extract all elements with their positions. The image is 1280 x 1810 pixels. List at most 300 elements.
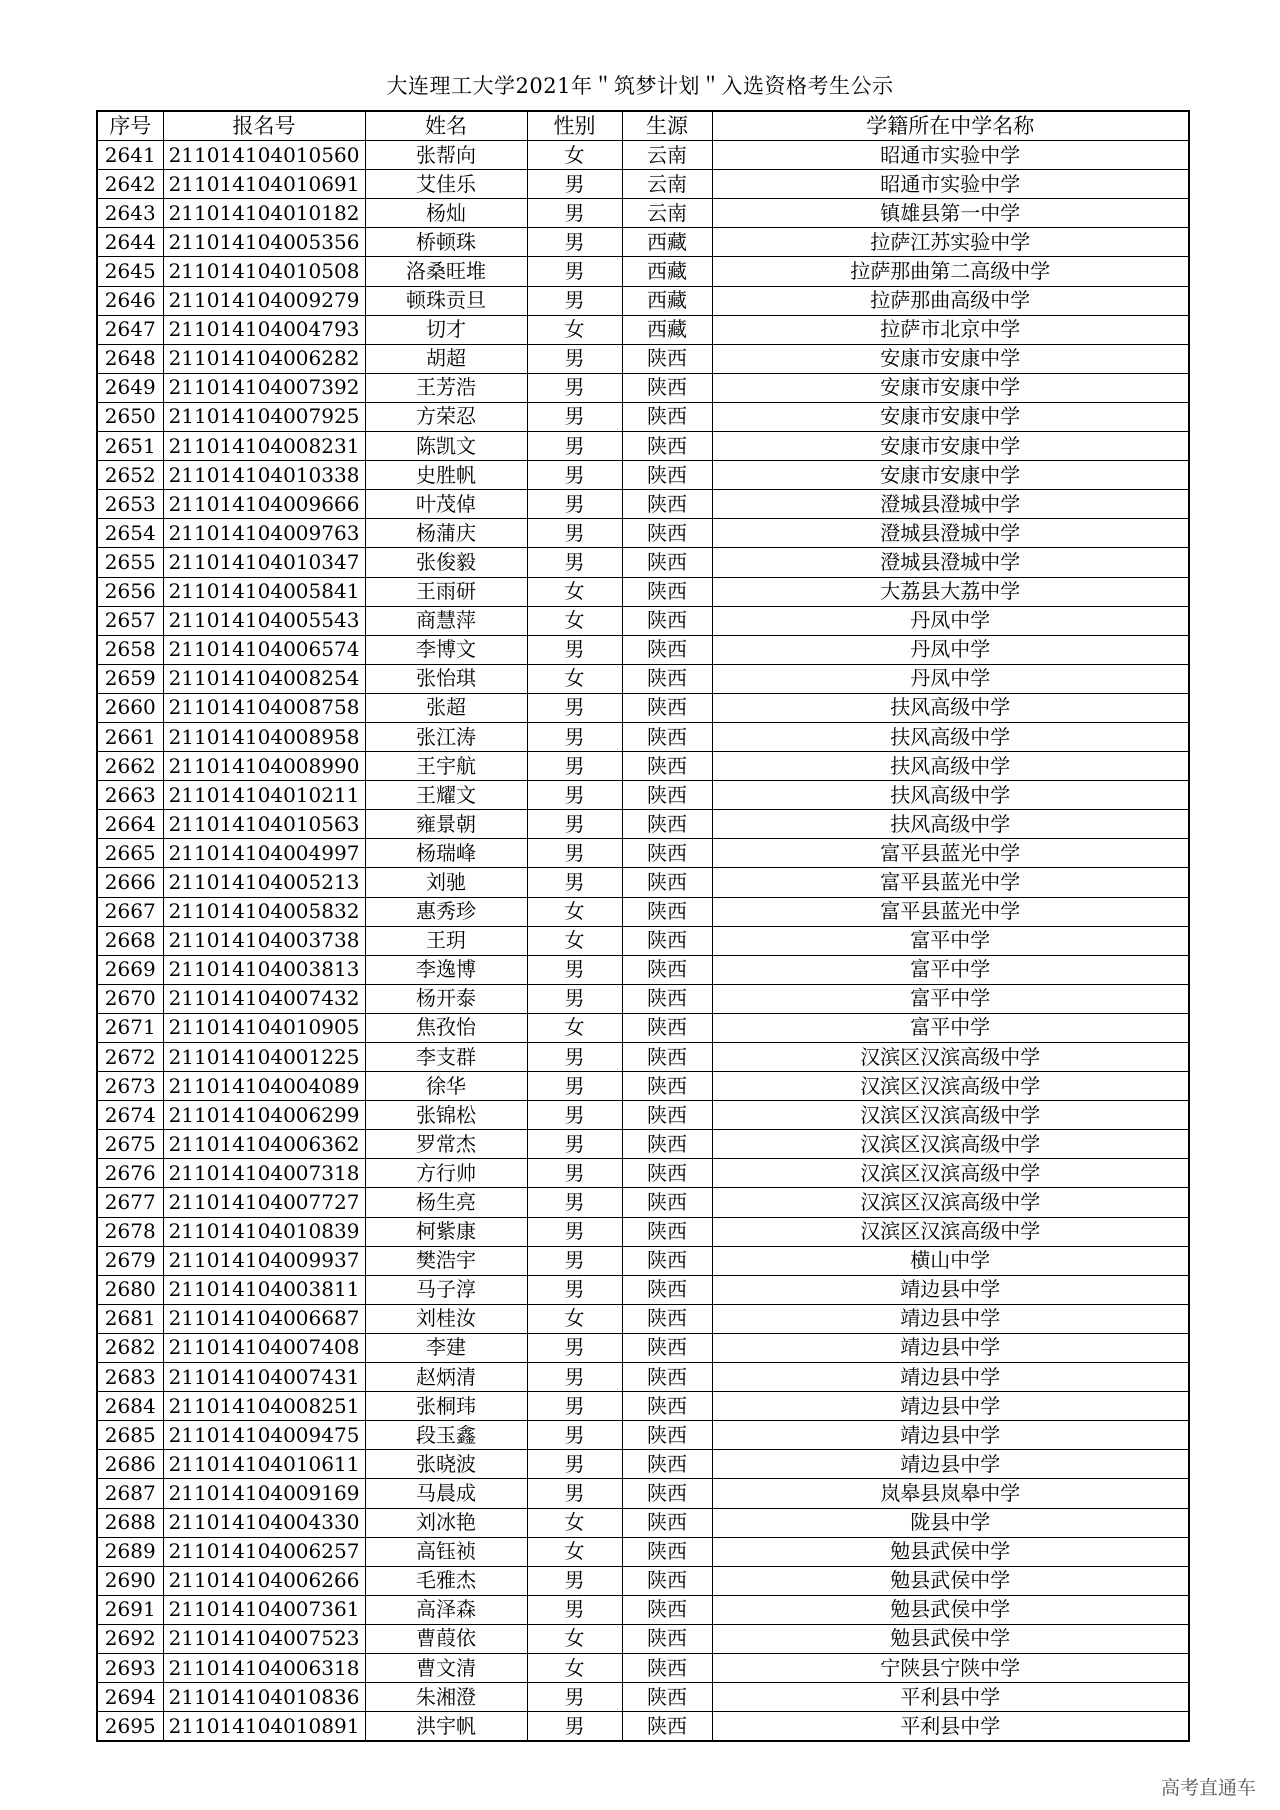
cell-gender: 女 <box>527 1537 622 1566</box>
cell-province: 陕西 <box>622 1043 712 1072</box>
cell-registration-number: 211014104006318 <box>163 1653 365 1682</box>
cell-school: 澄城县澄城中学 <box>712 548 1189 577</box>
cell-registration-number: 211014104010891 <box>163 1712 365 1742</box>
table-row <box>97 1072 1189 1101</box>
cell-index: 2694 <box>97 1683 163 1712</box>
table-body <box>97 141 1189 1742</box>
cell-school: 勉县武侯中学 <box>712 1566 1189 1595</box>
cell-province: 陕西 <box>622 722 712 751</box>
cell-province: 陕西 <box>622 1508 712 1537</box>
cell-gender: 男 <box>527 402 622 431</box>
cell-province: 陕西 <box>622 1333 712 1362</box>
cell-name: 史胜帆 <box>365 461 527 490</box>
cell-index: 2663 <box>97 781 163 810</box>
cell-name: 赵炳清 <box>365 1363 527 1392</box>
cell-registration-number: 211014104007431 <box>163 1363 365 1392</box>
table-row <box>97 257 1189 286</box>
cell-name: 张江涛 <box>365 722 527 751</box>
cell-index: 2652 <box>97 461 163 490</box>
table-row <box>97 1566 1189 1595</box>
cell-school: 勉县武侯中学 <box>712 1537 1189 1566</box>
cell-province: 陕西 <box>622 664 712 693</box>
cell-province: 陕西 <box>622 984 712 1013</box>
table-row <box>97 1479 1189 1508</box>
cell-name: 张晓波 <box>365 1450 527 1479</box>
cell-school: 汉滨区汉滨高级中学 <box>712 1217 1189 1246</box>
table-row <box>97 664 1189 693</box>
cell-index: 2655 <box>97 548 163 577</box>
cell-gender: 男 <box>527 1072 622 1101</box>
cell-registration-number: 211014104008758 <box>163 693 365 722</box>
cell-province: 陕西 <box>622 461 712 490</box>
cell-name: 杨生亮 <box>365 1188 527 1217</box>
table-row <box>97 170 1189 199</box>
cell-gender: 男 <box>527 1333 622 1362</box>
cell-name: 杨灿 <box>365 199 527 228</box>
table-row <box>97 1333 1189 1362</box>
cell-registration-number: 211014104010560 <box>163 141 365 170</box>
cell-registration-number: 211014104010611 <box>163 1450 365 1479</box>
cell-province: 陕西 <box>622 373 712 402</box>
table-row <box>97 868 1189 897</box>
cell-index: 2644 <box>97 228 163 257</box>
cell-province: 陕西 <box>622 926 712 955</box>
cell-gender: 女 <box>527 1304 622 1333</box>
cell-index: 2674 <box>97 1101 163 1130</box>
cell-registration-number: 211014104005213 <box>163 868 365 897</box>
cell-registration-number: 211014104001225 <box>163 1043 365 1072</box>
cell-index: 2641 <box>97 141 163 170</box>
cell-index: 2689 <box>97 1537 163 1566</box>
header-col-registration-number: 报名号 <box>163 111 365 141</box>
cell-index: 2660 <box>97 693 163 722</box>
cell-registration-number: 211014104009666 <box>163 490 365 519</box>
table-row <box>97 548 1189 577</box>
table-row <box>97 606 1189 635</box>
table-row <box>97 722 1189 751</box>
table-row <box>97 461 1189 490</box>
cell-school: 拉萨那曲第二高级中学 <box>712 257 1189 286</box>
cell-index: 2649 <box>97 373 163 402</box>
cell-registration-number: 211014104008958 <box>163 722 365 751</box>
cell-school: 汉滨区汉滨高级中学 <box>712 1159 1189 1188</box>
cell-province: 陕西 <box>622 955 712 984</box>
cell-index: 2673 <box>97 1072 163 1101</box>
cell-province: 陕西 <box>622 344 712 373</box>
cell-index: 2693 <box>97 1653 163 1682</box>
cell-index: 2647 <box>97 315 163 344</box>
cell-province: 陕西 <box>622 810 712 839</box>
cell-gender: 女 <box>527 897 622 926</box>
cell-gender: 男 <box>527 1188 622 1217</box>
cell-registration-number: 211014104003813 <box>163 955 365 984</box>
cell-gender: 男 <box>527 868 622 897</box>
table-row <box>97 1130 1189 1159</box>
cell-school: 丹凤中学 <box>712 635 1189 664</box>
cell-gender: 男 <box>527 257 622 286</box>
cell-index: 2680 <box>97 1275 163 1304</box>
cell-index: 2679 <box>97 1246 163 1275</box>
cell-name: 方行帅 <box>365 1159 527 1188</box>
table-row <box>97 810 1189 839</box>
cell-name: 杨蒲庆 <box>365 519 527 548</box>
header-col-province: 生源 <box>622 111 712 141</box>
cell-gender: 男 <box>527 1217 622 1246</box>
cell-registration-number: 211014104003811 <box>163 1275 365 1304</box>
cell-gender: 男 <box>527 1363 622 1392</box>
candidate-table <box>96 110 1190 1742</box>
cell-school: 富平中学 <box>712 955 1189 984</box>
cell-school: 富平县蓝光中学 <box>712 839 1189 868</box>
cell-province: 云南 <box>622 170 712 199</box>
cell-province: 陕西 <box>622 1188 712 1217</box>
cell-index: 2671 <box>97 1013 163 1042</box>
cell-gender: 男 <box>527 344 622 373</box>
cell-gender: 男 <box>527 1683 622 1712</box>
cell-name: 张俊毅 <box>365 548 527 577</box>
table-row <box>97 286 1189 315</box>
cell-school: 安康市安康中学 <box>712 432 1189 461</box>
cell-province: 陕西 <box>622 1624 712 1653</box>
table-row <box>97 752 1189 781</box>
cell-registration-number: 211014104009169 <box>163 1479 365 1508</box>
cell-gender: 男 <box>527 752 622 781</box>
cell-school: 拉萨市北京中学 <box>712 315 1189 344</box>
table-row <box>97 315 1189 344</box>
cell-gender: 女 <box>527 1508 622 1537</box>
cell-registration-number: 211014104004997 <box>163 839 365 868</box>
cell-name: 陈凯文 <box>365 432 527 461</box>
cell-registration-number: 211014104007408 <box>163 1333 365 1362</box>
cell-registration-number: 211014104010836 <box>163 1683 365 1712</box>
cell-index: 2648 <box>97 344 163 373</box>
cell-gender: 男 <box>527 373 622 402</box>
table-row <box>97 228 1189 257</box>
cell-registration-number: 211014104006362 <box>163 1130 365 1159</box>
table-row <box>97 693 1189 722</box>
cell-province: 西藏 <box>622 315 712 344</box>
cell-index: 2643 <box>97 199 163 228</box>
cell-gender: 男 <box>527 432 622 461</box>
cell-gender: 男 <box>527 1595 622 1624</box>
cell-school: 大荔县大荔中学 <box>712 577 1189 606</box>
cell-school: 丹凤中学 <box>712 606 1189 635</box>
cell-province: 西藏 <box>622 257 712 286</box>
cell-registration-number: 211014104006282 <box>163 344 365 373</box>
cell-name: 惠秀珍 <box>365 897 527 926</box>
table-row <box>97 402 1189 431</box>
cell-school: 安康市安康中学 <box>712 402 1189 431</box>
cell-province: 陕西 <box>622 577 712 606</box>
cell-school: 富平中学 <box>712 984 1189 1013</box>
cell-province: 陕西 <box>622 1595 712 1624</box>
cell-name: 艾佳乐 <box>365 170 527 199</box>
cell-registration-number: 211014104009937 <box>163 1246 365 1275</box>
cell-province: 陕西 <box>622 1537 712 1566</box>
table-row <box>97 1450 1189 1479</box>
cell-gender: 男 <box>527 519 622 548</box>
cell-name: 雍景朝 <box>365 810 527 839</box>
cell-index: 2642 <box>97 170 163 199</box>
cell-gender: 男 <box>527 1130 622 1159</box>
table-row <box>97 1188 1189 1217</box>
cell-registration-number: 211014104005832 <box>163 897 365 926</box>
cell-registration-number: 211014104010347 <box>163 548 365 577</box>
watermark-text: 高考直通车 <box>1160 1777 1256 1799</box>
cell-province: 陕西 <box>622 1013 712 1042</box>
cell-gender: 男 <box>527 810 622 839</box>
table-row <box>97 1304 1189 1333</box>
table-row <box>97 344 1189 373</box>
table-row <box>97 519 1189 548</box>
cell-province: 陕西 <box>622 1566 712 1595</box>
cell-index: 2646 <box>97 286 163 315</box>
cell-name: 张锦松 <box>365 1101 527 1130</box>
table-row <box>97 373 1189 402</box>
cell-gender: 女 <box>527 926 622 955</box>
cell-school: 靖边县中学 <box>712 1304 1189 1333</box>
table-row <box>97 1712 1189 1742</box>
cell-name: 曹文清 <box>365 1653 527 1682</box>
cell-province: 陕西 <box>622 1217 712 1246</box>
cell-school: 汉滨区汉滨高级中学 <box>712 1101 1189 1130</box>
cell-index: 2653 <box>97 490 163 519</box>
cell-registration-number: 211014104006257 <box>163 1537 365 1566</box>
cell-name: 王芳浩 <box>365 373 527 402</box>
cell-gender: 女 <box>527 1624 622 1653</box>
cell-gender: 男 <box>527 170 622 199</box>
cell-gender: 男 <box>527 286 622 315</box>
table-row <box>97 1246 1189 1275</box>
cell-name: 李博文 <box>365 635 527 664</box>
cell-school: 汉滨区汉滨高级中学 <box>712 1130 1189 1159</box>
cell-index: 2682 <box>97 1333 163 1362</box>
cell-gender: 男 <box>527 781 622 810</box>
header-row <box>97 111 1189 141</box>
cell-school: 安康市安康中学 <box>712 461 1189 490</box>
cell-name: 焦孜怡 <box>365 1013 527 1042</box>
cell-name: 张怡琪 <box>365 664 527 693</box>
cell-index: 2687 <box>97 1479 163 1508</box>
cell-registration-number: 211014104006299 <box>163 1101 365 1130</box>
cell-name: 胡超 <box>365 344 527 373</box>
table-row <box>97 897 1189 926</box>
cell-school: 平利县中学 <box>712 1712 1189 1742</box>
cell-name: 朱湘澄 <box>365 1683 527 1712</box>
cell-school: 扶风高级中学 <box>712 810 1189 839</box>
cell-gender: 男 <box>527 461 622 490</box>
cell-province: 云南 <box>622 199 712 228</box>
cell-registration-number: 211014104010905 <box>163 1013 365 1042</box>
cell-registration-number: 211014104005543 <box>163 606 365 635</box>
cell-registration-number: 211014104009279 <box>163 286 365 315</box>
cell-gender: 男 <box>527 1101 622 1130</box>
cell-province: 陕西 <box>622 1683 712 1712</box>
cell-index: 2651 <box>97 432 163 461</box>
cell-gender: 男 <box>527 693 622 722</box>
cell-province: 陕西 <box>622 1479 712 1508</box>
cell-index: 2681 <box>97 1304 163 1333</box>
cell-name: 高泽森 <box>365 1595 527 1624</box>
cell-school: 汉滨区汉滨高级中学 <box>712 1188 1189 1217</box>
cell-index: 2676 <box>97 1159 163 1188</box>
cell-registration-number: 211014104006574 <box>163 635 365 664</box>
cell-name: 顿珠贡旦 <box>365 286 527 315</box>
cell-index: 2668 <box>97 926 163 955</box>
cell-index: 2678 <box>97 1217 163 1246</box>
cell-index: 2659 <box>97 664 163 693</box>
cell-province: 陕西 <box>622 1159 712 1188</box>
cell-gender: 男 <box>527 1712 622 1742</box>
cell-province: 陕西 <box>622 1450 712 1479</box>
cell-registration-number: 211014104008990 <box>163 752 365 781</box>
cell-province: 陕西 <box>622 402 712 431</box>
cell-school: 平利县中学 <box>712 1683 1189 1712</box>
table-row <box>97 955 1189 984</box>
cell-registration-number: 211014104009763 <box>163 519 365 548</box>
cell-school: 靖边县中学 <box>712 1392 1189 1421</box>
cell-index: 2664 <box>97 810 163 839</box>
cell-index: 2665 <box>97 839 163 868</box>
table-row <box>97 839 1189 868</box>
cell-gender: 男 <box>527 1275 622 1304</box>
cell-school: 勉县武侯中学 <box>712 1624 1189 1653</box>
cell-index: 2657 <box>97 606 163 635</box>
table-row <box>97 1363 1189 1392</box>
cell-school: 拉萨江苏实验中学 <box>712 228 1189 257</box>
cell-province: 云南 <box>622 141 712 170</box>
cell-name: 柯紫康 <box>365 1217 527 1246</box>
cell-name: 王玥 <box>365 926 527 955</box>
table-row <box>97 1043 1189 1072</box>
cell-province: 陕西 <box>622 1304 712 1333</box>
header-col-name: 姓名 <box>365 111 527 141</box>
cell-school: 安康市安康中学 <box>712 373 1189 402</box>
cell-registration-number: 211014104009475 <box>163 1421 365 1450</box>
cell-index: 2692 <box>97 1624 163 1653</box>
cell-index: 2677 <box>97 1188 163 1217</box>
cell-name: 刘桂汝 <box>365 1304 527 1333</box>
cell-school: 富平县蓝光中学 <box>712 868 1189 897</box>
cell-province: 陕西 <box>622 548 712 577</box>
cell-province: 陕西 <box>622 693 712 722</box>
cell-index: 2662 <box>97 752 163 781</box>
cell-gender: 男 <box>527 1566 622 1595</box>
cell-name: 马晨成 <box>365 1479 527 1508</box>
cell-name: 段玉鑫 <box>365 1421 527 1450</box>
cell-school: 扶风高级中学 <box>712 722 1189 751</box>
cell-province: 陕西 <box>622 606 712 635</box>
cell-province: 陕西 <box>622 1072 712 1101</box>
cell-school: 澄城县澄城中学 <box>712 519 1189 548</box>
cell-index: 2690 <box>97 1566 163 1595</box>
cell-gender: 女 <box>527 315 622 344</box>
cell-registration-number: 211014104010508 <box>163 257 365 286</box>
cell-gender: 男 <box>527 839 622 868</box>
cell-province: 陕西 <box>622 635 712 664</box>
cell-gender: 女 <box>527 664 622 693</box>
table-row <box>97 1101 1189 1130</box>
cell-school: 富平中学 <box>712 926 1189 955</box>
table-row <box>97 1537 1189 1566</box>
cell-registration-number: 211014104010211 <box>163 781 365 810</box>
cell-school: 陇县中学 <box>712 1508 1189 1537</box>
cell-school: 澄城县澄城中学 <box>712 490 1189 519</box>
cell-index: 2670 <box>97 984 163 1013</box>
cell-index: 2675 <box>97 1130 163 1159</box>
cell-school: 汉滨区汉滨高级中学 <box>712 1072 1189 1101</box>
table-row <box>97 490 1189 519</box>
cell-registration-number: 211014104007523 <box>163 1624 365 1653</box>
cell-index: 2684 <box>97 1392 163 1421</box>
cell-province: 陕西 <box>622 1653 712 1682</box>
cell-name: 王耀文 <box>365 781 527 810</box>
cell-school: 富平县蓝光中学 <box>712 897 1189 926</box>
cell-name: 马子淳 <box>365 1275 527 1304</box>
table-row <box>97 926 1189 955</box>
cell-school: 宁陕县宁陕中学 <box>712 1653 1189 1682</box>
cell-province: 陕西 <box>622 868 712 897</box>
cell-school: 镇雄县第一中学 <box>712 199 1189 228</box>
cell-registration-number: 211014104004330 <box>163 1508 365 1537</box>
cell-name: 洛桑旺堆 <box>365 257 527 286</box>
cell-school: 靖边县中学 <box>712 1421 1189 1450</box>
table-row <box>97 1508 1189 1537</box>
table-header <box>97 111 1189 141</box>
cell-registration-number: 211014104004089 <box>163 1072 365 1101</box>
cell-school: 昭通市实验中学 <box>712 141 1189 170</box>
cell-gender: 女 <box>527 577 622 606</box>
cell-index: 2672 <box>97 1043 163 1072</box>
cell-province: 陕西 <box>622 432 712 461</box>
cell-registration-number: 211014104006266 <box>163 1566 365 1595</box>
cell-school: 靖边县中学 <box>712 1450 1189 1479</box>
header-col-school: 学籍所在中学名称 <box>712 111 1189 141</box>
cell-registration-number: 211014104008251 <box>163 1392 365 1421</box>
cell-registration-number: 211014104004793 <box>163 315 365 344</box>
cell-registration-number: 211014104007392 <box>163 373 365 402</box>
cell-index: 2666 <box>97 868 163 897</box>
cell-registration-number: 211014104007432 <box>163 984 365 1013</box>
cell-name: 张帮向 <box>365 141 527 170</box>
cell-name: 樊浩宇 <box>365 1246 527 1275</box>
cell-school: 安康市安康中学 <box>712 344 1189 373</box>
cell-index: 2669 <box>97 955 163 984</box>
cell-registration-number: 211014104005841 <box>163 577 365 606</box>
cell-gender: 男 <box>527 635 622 664</box>
cell-name: 商慧萍 <box>365 606 527 635</box>
cell-index: 2645 <box>97 257 163 286</box>
cell-province: 西藏 <box>622 228 712 257</box>
cell-index: 2695 <box>97 1712 163 1742</box>
cell-registration-number: 211014104006687 <box>163 1304 365 1333</box>
cell-province: 陕西 <box>622 519 712 548</box>
cell-school: 拉萨那曲高级中学 <box>712 286 1189 315</box>
cell-school: 扶风高级中学 <box>712 752 1189 781</box>
cell-registration-number: 211014104010563 <box>163 810 365 839</box>
table-row <box>97 1217 1189 1246</box>
cell-gender: 男 <box>527 1392 622 1421</box>
cell-province: 陕西 <box>622 1246 712 1275</box>
cell-registration-number: 211014104005356 <box>163 228 365 257</box>
cell-gender: 女 <box>527 1013 622 1042</box>
table-row <box>97 577 1189 606</box>
cell-registration-number: 211014104008254 <box>163 664 365 693</box>
cell-name: 切才 <box>365 315 527 344</box>
cell-school: 岚皋县岚皋中学 <box>712 1479 1189 1508</box>
cell-school: 靖边县中学 <box>712 1363 1189 1392</box>
header-col-index: 序号 <box>97 111 163 141</box>
